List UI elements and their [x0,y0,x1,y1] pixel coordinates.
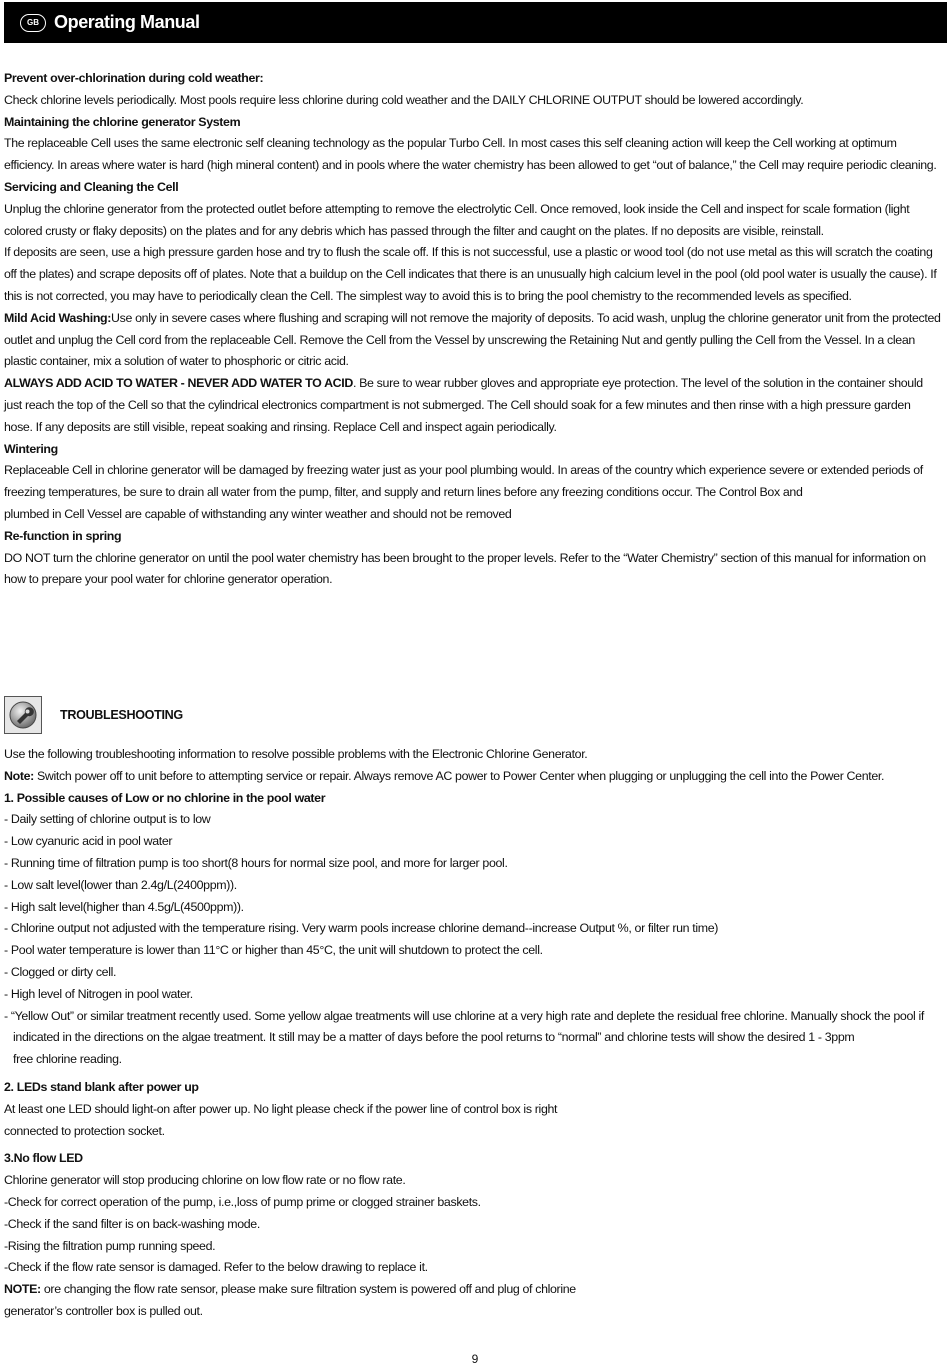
heading-wintering: Wintering [4,441,58,456]
header-bar [4,2,947,43]
text-acid-warning: . Be sure to wear rubber gloves and appropriate eye protection. The level of the solution in the container should just reach the top of the Cell so that the cylindrical electronics compartment is not submerged. The Cell should soak for a few minutes and then rinse with a high pressure garden hose. If any deposits are still visible, repeat soaking and rinsing. Replace Cell and inspect again periodically. [4,376,923,434]
note-label: Note: [4,768,34,783]
heading-refunction: Re-function in spring [4,528,122,543]
note-line-1: ore changing the flow rate sensor, please make sure filtration system is powered off and plug of chlorine [40,1282,576,1297]
text-refunction: DO NOT turn the chlorine generator on until the pool water chemistry has been brought to the proper levels. Refer to the “Water Chemistry” section of this manual for information on how to prepare your pool water for chlorine generator operation. [4,550,926,587]
paragraph-acid-warning [4,373,942,438]
list-item: - “Yellow Out” or similar treatment recently used. Some yellow algae treatments will use chlorine at a very high rate and deplete the residual free chlorine. Manually shock the pool if [4,1008,924,1023]
list-item: - Daily setting of chlorine output is to low [4,812,211,827]
label-acid-washing: Mild Acid Washing: [4,310,112,325]
text-servicing-2: If deposits are seen, use a high pressure garden hose and try to flush the scale off. If this is not successful, use a plastic or wood tool (do not use metal as this will scratch the coating off the plates) and scrape deposits off of plates. Note that a buildup on the Cell indicates that there is an unusually high calcium level in the pool (old pool water is usually the cause). If this is not corrected, you may have to periodically clean the Cell. The simplest way to avoid this is to bring the pool chemistry to the recommended levels as specified. [4,245,937,303]
list-item: Chlorine generator will stop producing chlorine on low flow rate or no flow rate. [4,1173,406,1188]
cause-3-note [4,1279,942,1301]
heading-cause-3: 3.No flow LED [4,1151,83,1166]
note-line-2: generator’s controller box is pulled out. [4,1303,203,1318]
text-cause-2-line-1: At least one LED should light-on after power up. No light please check if the power line of control box is right [4,1101,558,1116]
page-title: Operating Manual [54,12,200,32]
note-label-upper: NOTE: [4,1282,41,1297]
heading-cause-2: 2. LEDs stand blank after power up [4,1079,199,1094]
text-wintering-2: plumbed in Cell Vessel are capable of withstanding any winter weather and should not be removed [4,506,512,521]
troubleshooting-intro: Use the following troubleshooting information to resolve possible problems with the Electronic Chlorine Generator. [4,747,588,761]
heading-cold-weather: Prevent over-chlorination during cold weather: [4,71,264,85]
text-cold-weather: Check chlorine levels periodically. Most pools require less chlorine during cold weather and the DAILY CHLORINE OUTPUT should be lowered accordingly. [4,92,804,107]
text-cause-2-line-2: connected to protection socket. [4,1123,165,1138]
manual-body [4,68,942,591]
text-maintaining: The replaceable Cell uses the same electronic self cleaning technology as the popular Turbo Cell. In most cases this self cleaning action will keep the Cell working at optimum efficiency. In areas where water is hard (high mineral content) and in pools where the water chemistry has been allowed to get “out of balance,” the Cell may require periodic cleaning. [4,136,937,173]
label-acid-warning: ALWAYS ADD ACID TO WATER - NEVER ADD WATER TO ACID [4,376,353,391]
list-item: - Clogged or dirty cell. [4,964,117,979]
list-item: -Rising the filtration pump running speed. [4,1238,216,1253]
language-badge: GB [20,14,46,32]
list-item: - Low cyanuric acid in pool water [4,834,173,849]
heading-maintaining: Maintaining the chlorine generator System [4,114,241,129]
text-servicing-1: Unplug the chlorine generator from the protected outlet before attempting to remove the electrolytic Cell. Once removed, look inside the Cell and inspect for scale formation (light colored crusty or flaky deposits) on the plates and for any debris which has passed through the filter and caught on the plates. If no deposits are visible, reinstall. [4,201,910,238]
troubleshooting-title: TROUBLESHOOTING [60,708,183,723]
heading-servicing: Servicing and Cleaning the Cell [4,179,179,194]
list-item: -Check if the sand filter is on back-washing mode. [4,1216,260,1231]
list-item: - Low salt level(lower than 2.4g/L(2400ppm)). [4,877,237,892]
list-item-continuation: indicated in the directions on the algae treatment. It still may be a matter of days before the pool returns to “normal” and chlorine tests will show the desired 1 - 3ppm [13,1030,855,1045]
troubleshooting-header [4,692,942,738]
troubleshooting-section [4,692,942,1323]
list-item: - Pool water temperature is lower than 11°C or higher than 45°C, the unit will shutdown to protect the cell. [4,943,543,958]
list-item: -Check for correct operation of the pump, i.e.,loss of pump prime or clogged strainer baskets. [4,1194,481,1209]
note-text: Switch power off to unit before to attempting service or repair. Always remove AC power to Power Center when plugging or unplugging the cell into the Power Center. [33,768,885,783]
list-item-continuation: free chlorine reading. [13,1052,122,1067]
list-item: - High salt level(higher than 4.5g/L(4500ppm)). [4,899,244,914]
text-wintering-1: Replaceable Cell in chlorine generator will be damaged by freezing water just as your pool plumbing would. In areas of the country which experience severe or extended periods of freezing temperatures, be sure to drain all water from the pump, filter, and supply and return lines before any freezing conditions occur. The Control Box and [4,463,923,500]
text-acid-washing: Use only in severe cases where flushing and scraping will not remove the majority of deposits. To acid wash, unplug the chlorine generator unit from the protected outlet and unplug the Cell cord from the replaceable Cell. Remove the Cell from the Vessel by unscrewing the Retaining Nut and gently pulling the Cell from the Vessel. In a clean plastic container, mix a solution of water to phosphoric or citric acid. [4,310,941,369]
list-item: - Running time of filtration pump is too short(8 hours for normal size pool, and more for larger pool. [4,855,508,870]
wrench-icon [4,696,42,734]
page-number: 9 [471,1352,479,1366]
list-item: - Chlorine output not adjusted with the temperature rising. Very warm pools increase chlorine demand--increase Output %, or filter run time) [4,921,719,936]
paragraph-acid-washing [4,308,942,373]
list-item: - High level of Nitrogen in pool water. [4,986,193,1001]
heading-cause-1: 1. Possible causes of Low or no chlorine in the pool water [4,790,326,805]
list-item: -Check if the flow rate sensor is damaged. Refer to the below drawing to replace it. [4,1260,428,1275]
troubleshooting-note [4,766,942,788]
